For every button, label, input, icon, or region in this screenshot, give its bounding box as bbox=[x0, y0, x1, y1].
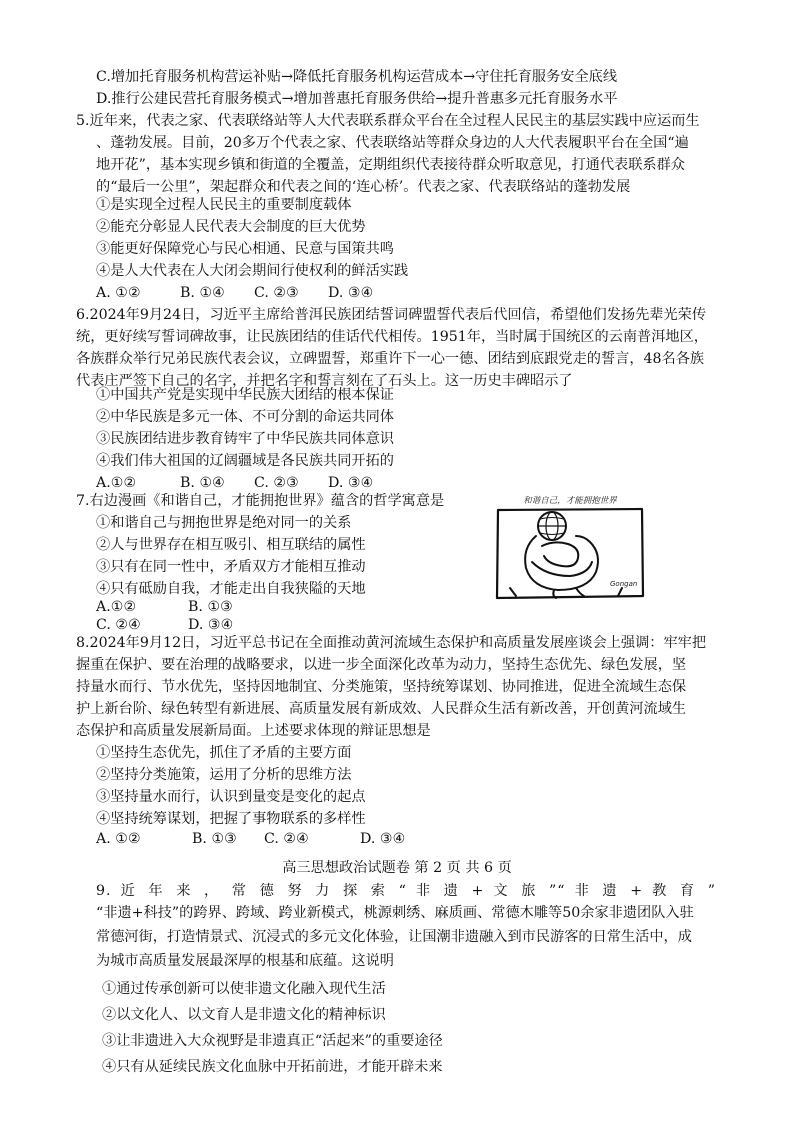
q7-option-1: ①和谐自己与拥抱世界是绝对同一的关系 bbox=[96, 515, 352, 531]
q5-option-4: ④是人大代表在人大闭会期间行使权利的鲜活实践 bbox=[96, 263, 409, 279]
q9-option-2: ②以文化人、以文育人是非遗文化的精神标识 bbox=[102, 1007, 386, 1023]
q6-stem-line-4: 代表庄严签下自己的名字，并把名字和誓言刻在了石头上。这一历史丰碑昭示了 bbox=[76, 373, 573, 389]
q6-stem-line-2: 统，更好续写誓词碑故事，让民族团结的佳话代代相传。1951年，当时属于国统区的云南普洱地区， bbox=[76, 329, 708, 345]
q5-answer-a: A. ①② bbox=[96, 285, 141, 301]
q8-answer-b: B. ①③ bbox=[192, 831, 237, 847]
globe-icon bbox=[538, 512, 566, 540]
q9-stem-line-3: 常德河街，打造情景式、沉浸式的多元文化体验，让国潮非遗融入到市民游客的日常生活中，成 bbox=[96, 929, 692, 945]
q8-option-3: ③坚持量水而行，认识到量变是变化的起点 bbox=[96, 789, 366, 805]
q5-answer-d: D. ③④ bbox=[328, 285, 374, 301]
q9-stem-line-2: “非遗+科技”的跨界、跨域、跨业新模式，桃源刺绣、麻质画、常德木雕等50余家非遗团队入驻 bbox=[96, 905, 694, 921]
q5-option-2: ②能充分彰显人民代表大会制度的巨大优势 bbox=[96, 219, 366, 235]
prev-option-c: C.增加托育服务机构营运补贴→降低托育服务机构运营成本→守住托育服务安全底线 bbox=[96, 69, 618, 85]
q6-answer-b: B. ①④ bbox=[180, 475, 225, 491]
q5-stem-line-3: 地开花”，基本实现乡镇和街道的全覆盖，定期组织代表接待群众听取意见，打通代表联系群众 bbox=[96, 157, 685, 173]
q6-stem-line-1: 6.2024年9月24日，习近平主席给普洱民族团结誓词碑盟誓代表后代回信，希望他们发扬先辈光荣传 bbox=[76, 307, 707, 323]
prev-option-d: D.推行公建民营托育服务模式→增加普惠托育服务供给→提升普惠多元托育服务水平 bbox=[96, 91, 618, 107]
q8-stem-line-2: 握重在保护、要在治理的战略要求，以进一步全面深化改革为动力，坚持生态优先、绿色发展，坚 bbox=[76, 657, 687, 673]
q8-answer-d: D. ③④ bbox=[360, 831, 406, 847]
q8-answer-a: A. ①② bbox=[96, 831, 141, 847]
q5-option-3: ③能更好保障党心与民心相通、民意与国策共鸣 bbox=[96, 241, 394, 257]
q5-answer-c: C. ②③ bbox=[254, 285, 299, 301]
q8-option-2: ②坚持分类施策，运用了分析的思维方法 bbox=[96, 767, 352, 783]
q7-answer-d: D. ③④ bbox=[188, 617, 234, 633]
q7-answer-a: A.①② bbox=[96, 599, 137, 615]
q6-answer-d: D. ③④ bbox=[328, 475, 374, 491]
q5-stem-line-1: 5.近年来，代表之家、代表联络站等人大代表联系群众平台在全过程人民民主的基层实践中应运而生 bbox=[76, 113, 700, 129]
q6-option-2: ②中华民族是多元一体、不可分割的命运共同体 bbox=[96, 409, 394, 425]
q5-stem-line-4: 的“最后一公里”，架起群众和代表之间的‘连心桥’。代表之家、代表联络站的蓬勃发展 bbox=[96, 179, 631, 195]
q6-option-3: ③民族团结进步教育铸牢了中华民族共同体意识 bbox=[96, 431, 394, 447]
q5-answers bbox=[96, 282, 373, 304]
cartoon-svg bbox=[492, 492, 648, 614]
q8-stem-line-5: 态保护和高质量发展新局面。上述要求体现的辩证思想是 bbox=[76, 723, 431, 739]
q8-stem-line-3: 持量水而行、节水优先，坚持因地制宜、分类施策，坚持统筹谋划、协同推进，促进全流域生态保 bbox=[76, 679, 687, 695]
q9-option-4: ④只有从延续民族文化血脉中开拓前进，才能开辟未来 bbox=[102, 1059, 443, 1075]
page-footer: 高三思想政治试题卷 第 2 页 共 6 页 bbox=[282, 860, 512, 876]
q7-option-4: ④只有砥励自我，才能走出自我狭隘的天地 bbox=[96, 581, 366, 597]
q9-option-1: ①通过传承创新可以使非遗文化融入现代生活 bbox=[102, 981, 386, 997]
q8-stem-line-4: 护上新台阶、绿色转型有新进展、高质量发展有新成效、人民群众生活有新改善，开创黄河流域生 bbox=[76, 701, 687, 717]
q6-answer-c: C. ②③ bbox=[254, 475, 299, 491]
q9-stem-line-4: 为城市高质量发展最深厚的根基和底蕴。这说明 bbox=[96, 953, 394, 969]
q8-answers bbox=[96, 828, 405, 850]
q7-option-3: ③只有在同一性中，矛盾双方才能相互推动 bbox=[96, 559, 366, 575]
cartoon-illustration bbox=[492, 492, 648, 614]
cartoon-signature: Gongan bbox=[610, 580, 638, 588]
q5-option-1: ①是实现全过程人民民主的重要制度载体 bbox=[96, 197, 352, 213]
q8-stem-line-1: 8.2024年9月12日，习近平总书记在全面推动黄河流域生态保护和高质量发展座谈会上强调：牢牢把 bbox=[76, 635, 707, 651]
q7-stem: 7.右边漫画《和谐自己，才能拥抱世界》蕴含的哲学寓意是 bbox=[76, 493, 445, 509]
q6-stem-line-3: 各族群众举行兄弟民族代表会议，立碑盟誓，郑重许下一心一德、团结到底跟党走的誓言，48名各族 bbox=[76, 351, 705, 367]
q8-option-4: ④坚持统筹谋划，把握了事物联系的多样性 bbox=[96, 811, 366, 827]
q7-answer-c: C. ②④ bbox=[96, 617, 141, 633]
q9-option-3: ③让非遗进入大众视野是非遗真正“活起来”的重要途径 bbox=[102, 1033, 443, 1049]
q6-answer-a: A.①② bbox=[96, 475, 137, 491]
q6-option-4: ④我们伟大祖国的辽阔疆域是各民族共同开拓的 bbox=[96, 453, 394, 469]
q8-answer-c: C. ②④ bbox=[264, 831, 309, 847]
q9-stem-line-1: 9. 近 年 来 ， 常 德 努 力 探 索 “ 非 遗 + 文 旅 ”“ 非 遗 + 教 育 ” bbox=[96, 883, 716, 899]
cartoon-caption: 和谐自己，才能拥抱世界 bbox=[523, 496, 617, 506]
q5-answer-b: B. ①④ bbox=[180, 285, 225, 301]
q6-option-1: ①中国共产党是实现中华民族大团结的根本保证 bbox=[96, 387, 394, 403]
q5-stem-line-2: 、蓬勃发展。目前，20多万个代表之家、代表联络站等群众身边的人大代表履职平台在全国“遍 bbox=[96, 135, 689, 151]
q8-option-1: ①坚持生态优先，抓住了矛盾的主要方面 bbox=[96, 745, 352, 761]
q7-option-2: ②人与世界存在相互吸引、相互联结的属性 bbox=[96, 537, 366, 553]
q7-answer-b: B. ①③ bbox=[188, 599, 233, 615]
